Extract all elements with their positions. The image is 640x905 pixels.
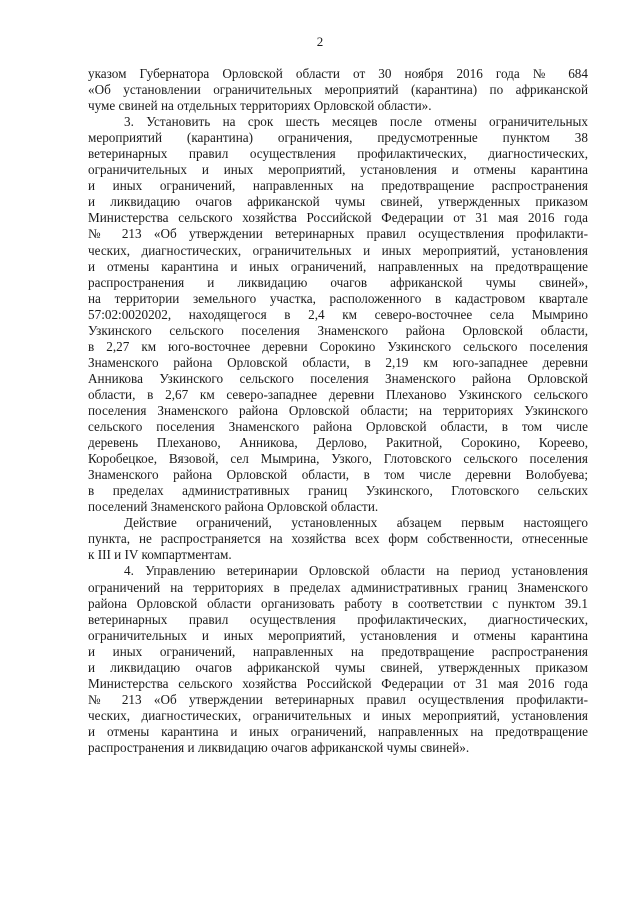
text-line: Коробецкое, Вязовой, сел Мымрина, Узкого, Глотовского сельского поселения bbox=[88, 451, 588, 467]
text-line: № 213 «Об утверждении ветеринарных правил осуществления профилакти- bbox=[88, 226, 588, 242]
text-line: распространения и ликвидацию очагов африканской чумы свиней», bbox=[88, 274, 588, 290]
text-line: и иных ограничений, направленных на предотвращение распространения bbox=[88, 643, 588, 659]
text-line: 3. Установить на срок шесть месяцев после отмены ограничительных bbox=[124, 114, 588, 130]
text-line: 4. Управлению ветеринарии Орловской области на период установления bbox=[124, 563, 588, 579]
text-line: и ликвидацию очагов африканской чумы свиней, утвержденных приказом bbox=[88, 194, 588, 210]
text-line: в пределах административных границ Узкинского, Глотовского сельских bbox=[88, 483, 588, 499]
text-line: ческих, диагностических, ограничительных и иных мероприятий, установления bbox=[88, 242, 588, 258]
text-line: Министерства сельского хозяйства Российской Федерации от 31 мая 2016 года bbox=[88, 675, 588, 691]
text-line: и иных ограничений, направленных на предотвращение распространения bbox=[88, 178, 588, 194]
text-line: чуме свиней на отдельных территориях Орловской области». bbox=[88, 98, 432, 114]
text-line: к III и IV компартментам. bbox=[88, 547, 232, 563]
text-line: сельского поселения Знаменского района Орловской области, в том числе bbox=[88, 419, 588, 435]
text-line: ограничений на территориях в пределах административных границ Знаменского bbox=[88, 579, 588, 595]
text-line: района Орловской области организовать работу в соответствии с пунктом 39.1 bbox=[88, 595, 588, 611]
text-line: области, в 2,67 км северо-западнее деревни Плеханово Узкинского сельского bbox=[88, 386, 588, 402]
text-line: ветеринарных правил осуществления профилактических, диагностических, bbox=[88, 611, 588, 627]
page-number: 2 bbox=[316, 34, 324, 49]
text-line: 57:02:0020202, находящегося в 2,4 км северо-восточнее села Мымрино bbox=[88, 306, 588, 322]
text-line: «Об установлении ограничительных мероприятий (карантина) по африканской bbox=[88, 82, 588, 98]
text-line: в 2,27 км юго-восточнее деревни Сорокино Узкинского сельского поселения bbox=[88, 338, 588, 354]
text-line: ограничительных и иных мероприятий, установления и отмены карантина bbox=[88, 627, 588, 643]
document-body bbox=[88, 66, 588, 756]
text-line: ограничительных и иных мероприятий, установления и отмены карантина bbox=[88, 162, 588, 178]
text-line: № 213 «Об утверждении ветеринарных правил осуществления профилакти- bbox=[88, 691, 588, 707]
text-line: и отмены карантина и иных ограничений, направленных на предотвращение bbox=[88, 723, 588, 739]
text-line: и ликвидацию очагов африканской чумы свиней, утвержденных приказом bbox=[88, 659, 588, 675]
text-line: пункта, не распространяется на хозяйства всех форм собственности, отнесенные bbox=[88, 531, 588, 547]
text-line: ческих, диагностических, ограничительных и иных мероприятий, установления bbox=[88, 707, 588, 723]
text-line: мероприятий (карантина) ограничения, предусмотренные пунктом 38 bbox=[88, 130, 588, 146]
text-line: и отмены карантина и иных ограничений, направленных на предотвращение bbox=[88, 258, 588, 274]
text-line: Анникова Узкинского сельского поселения Знаменского района Орловской bbox=[88, 370, 588, 386]
text-line: Знаменского района Орловской области, в 2,19 км юго-западнее деревни bbox=[88, 354, 588, 370]
text-line: поселения Знаменского района Орловской области; на территориях Узкинского bbox=[88, 402, 588, 418]
text-line: Знаменского района Орловской области, в том числе деревни Волобуева; bbox=[88, 467, 588, 483]
text-line: указом Губернатора Орловской области от 30 ноября 2016 года № 684 bbox=[88, 66, 588, 81]
text-line: деревень Плеханово, Анникова, Дерлово, Ракитной, Сорокино, Кореево, bbox=[88, 435, 588, 451]
text-line: распространения и ликвидацию очагов африканской чумы свиней». bbox=[88, 739, 470, 755]
text-line: Действие ограничений, установленных абзацем первым настоящего bbox=[124, 515, 588, 531]
text-line: Узкинского сельского поселения Знаменского района Орловской области, bbox=[88, 322, 588, 338]
text-line: на территории земельного участка, расположенного в кадастровом квартале bbox=[88, 290, 588, 306]
text-line: поселений Знаменского района Орловской области. bbox=[88, 499, 379, 515]
text-line: ветеринарных правил осуществления профилактических, диагностических, bbox=[88, 146, 588, 162]
text-line: Министерства сельского хозяйства Российской Федерации от 31 мая 2016 года bbox=[88, 210, 588, 226]
